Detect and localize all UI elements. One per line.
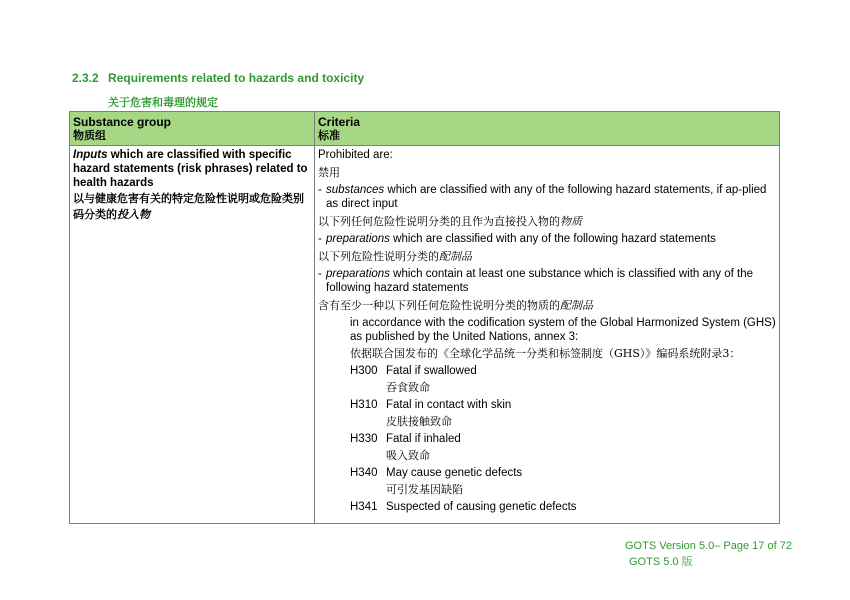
bullet-text: which are classified with any of the following hazard statements, if ap-plied as direct input: [326, 184, 767, 210]
bullet-zh-italic: 物质: [560, 215, 582, 228]
hazard-code: H310: [350, 399, 378, 411]
bullet-zh-prefix: 以下列任何危险性说明分类的且作为直接投入物的: [318, 215, 560, 228]
section-heading: [72, 71, 364, 85]
criteria-header: [315, 112, 780, 146]
hazard-code: H340: [350, 467, 378, 479]
footer-version-zh: [629, 553, 693, 569]
footer-version-suffix-zh: 版: [681, 555, 693, 568]
section-title: Requirements related to hazards and toxicity: [108, 71, 365, 85]
hazard-code: H300: [350, 365, 378, 377]
substance-group-zh-italic: 投入物: [117, 208, 150, 221]
criteria-bullet-preparations: - preparations which are classified with any of the following hazard statements: [318, 233, 716, 245]
bullet-italic: preparations: [326, 233, 390, 245]
bullet-italic: substances: [326, 184, 385, 196]
hazard-text: Suspected of causing genetic defects: [386, 501, 577, 513]
substance-group-text: [73, 148, 311, 190]
criteria-header-label-zh: 标准: [318, 129, 340, 142]
hazard-item: [318, 364, 776, 378]
ghs-reference-text-zh: 依据联合国发布的《全球化学品统一分类和标签制度（GHS）》编码系统附录3：: [350, 347, 741, 360]
bullet-zh-italic: 配制品: [560, 299, 593, 312]
hazard-text-zh: 吸入致命: [386, 449, 430, 462]
hazard-code: H330: [350, 433, 378, 445]
table-row: [70, 146, 780, 524]
inputs-word: Inputs: [73, 149, 108, 161]
hazard-text-zh: 皮肤接触致命: [386, 415, 452, 428]
substance-group-header-label: Substance group: [73, 115, 172, 129]
hazard-text-zh: 吞食致命: [386, 381, 430, 394]
section-title-zh: 关于危害和毒理的规定: [108, 96, 218, 109]
substance-group-text-zh: [73, 191, 311, 223]
hazard-list: [318, 364, 776, 514]
bullet-zh-italic: 配制品: [439, 250, 472, 263]
bullet-text: which contain at least one substance which is classified with any of the following hazard statements: [326, 268, 754, 294]
hazard-text: Fatal if inhaled: [386, 433, 461, 445]
prohibited-label: Prohibited are:: [318, 149, 393, 161]
hazard-item: [318, 500, 776, 514]
prohibited-label-zh: 禁用: [318, 166, 340, 179]
criteria-bullet-substances: - substances which are classified with any of the following hazard statements, if ap-plied as direct input: [318, 184, 767, 210]
bullet-zh-prefix: 以下列危险性说明分类的: [318, 250, 439, 263]
section-number: 2.3.2: [72, 71, 99, 85]
footer-page-info: GOTS Version 5.0– Page 17 of 72: [625, 540, 792, 552]
substance-group-header: [70, 112, 315, 146]
hazard-text: Fatal in contact with skin: [386, 399, 512, 411]
hazard-text: May cause genetic defects: [386, 467, 523, 479]
hazard-code: H341: [350, 501, 378, 513]
hazard-item: [318, 432, 776, 446]
criteria-header-label: Criteria: [318, 115, 361, 129]
criteria-bullet-preparations-zh: [318, 249, 776, 264]
bullet-text: which are classified with any of the following hazard statements: [389, 233, 716, 245]
hazard-item: [318, 466, 776, 480]
criteria-cell: [315, 146, 780, 524]
criteria-bullet-substances-zh: [318, 214, 776, 229]
ghs-reference-text: in accordance with the codification system of the Global Harmonized System (GHS) as published by the United Nations, annex 3:: [350, 317, 776, 343]
requirements-table: [69, 111, 780, 524]
substance-group-desc: which are classified with specific hazard statements (risk phrases) related to health hazards: [73, 149, 308, 189]
substance-group-header-label-zh: 物质组: [73, 129, 106, 142]
criteria-bullet-preparations-containing: - preparations which contain at least one substance which is classified with any of the following hazard statements: [318, 268, 754, 294]
criteria-bullet-preparations-containing-zh: [318, 298, 776, 313]
substance-group-zh-prefix: 以与健康危害有关的特定危险性说明或危险类别码分类的: [73, 192, 304, 221]
footer-version-prefix: GOTS 5.0: [629, 556, 682, 568]
hazard-text: Fatal if swallowed: [386, 365, 477, 377]
hazard-item: [318, 398, 776, 412]
table-header-row: [70, 112, 780, 146]
hazard-text-zh: 可引发基因缺陷: [386, 483, 463, 496]
substance-group-cell: [70, 146, 315, 524]
bullet-zh-prefix: 含有至少一种以下列任何危险性说明分类的物质的: [318, 299, 560, 312]
bullet-italic: preparations: [326, 268, 390, 280]
